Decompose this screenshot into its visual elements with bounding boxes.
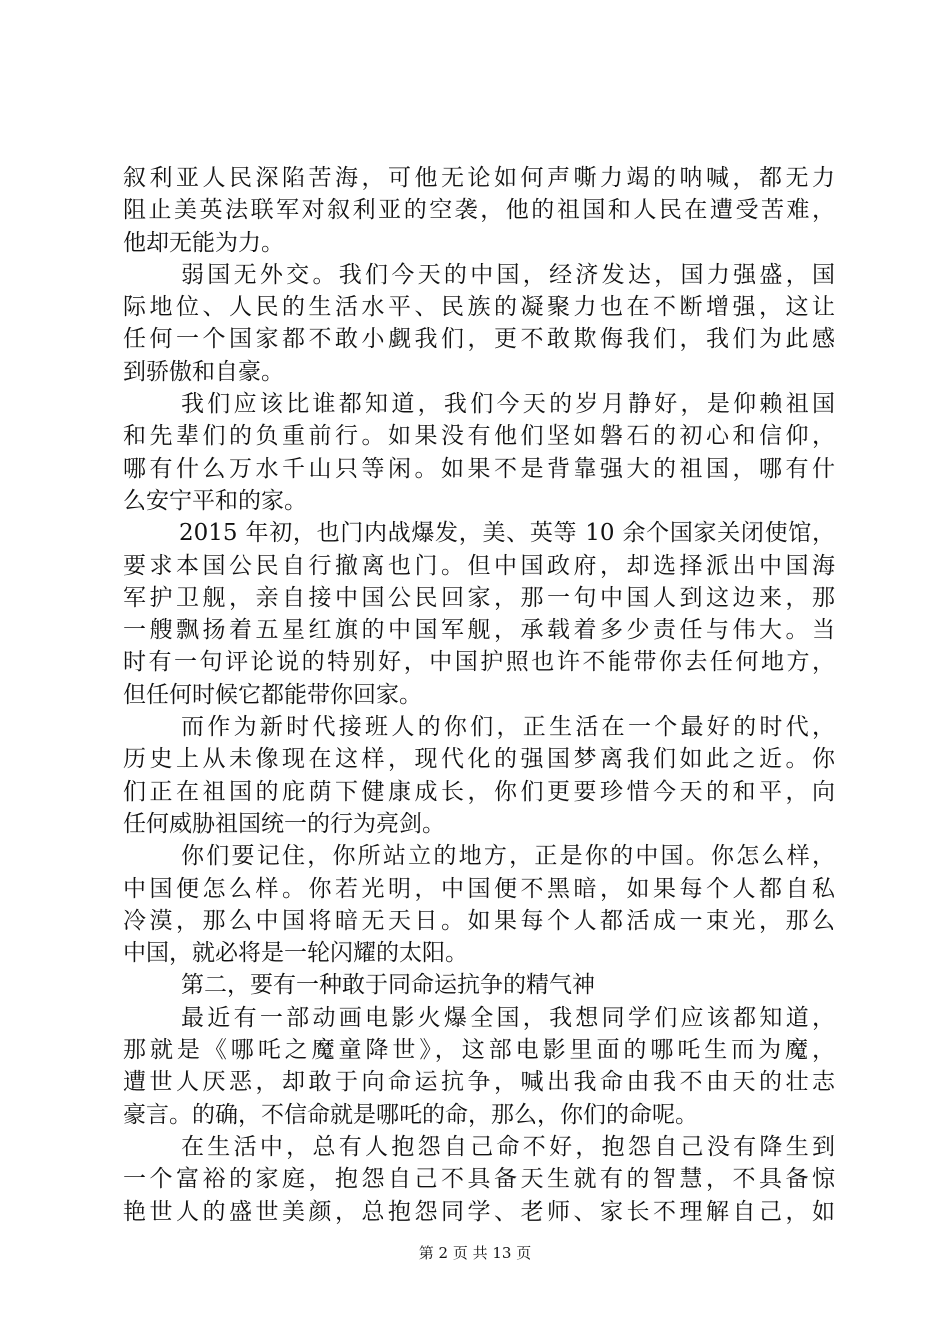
- text-line: 阻止美英法联军对叙利亚的空袭，他的祖国和人民在遭受苦难，: [123, 197, 835, 224]
- text-line: 他却无能为力。: [123, 229, 284, 256]
- text-line: 我们应该比谁都知道，我们今天的岁月静好，是仰赖祖国: [181, 391, 835, 418]
- text-line: 么安宁平和的家。: [123, 487, 307, 514]
- text-line: 2015 年初，也门内战爆发，美、英等 10 余个国家关闭使馆，: [179, 520, 835, 547]
- text-line: 时有一句评论说的特别好，中国护照也许不能带你去任何地方，: [123, 649, 835, 676]
- text-line: 叙利亚人民深陷苦海，可他无论如何声嘶力竭的呐喊，都无力: [123, 165, 835, 191]
- text-line: 任何威胁祖国统一的行为亮剑。: [123, 810, 445, 837]
- text-line: 中国便怎么样。你若光明，中国便不黑暗，如果每个人都自私: [123, 875, 835, 902]
- text-line: 最近有一部动画电影火爆全国，我想同学们应该都知道，: [181, 1004, 835, 1031]
- text-line: 历史上从未像现在这样，现代化的强国梦离我们如此之近。你: [123, 746, 835, 773]
- text-line: 要求本国公民自行撤离也门。但中国政府，却选择派出中国海: [123, 552, 835, 579]
- text-line: 艳世人的盛世美颜，总抱怨同学、老师、家长不理解自己，如: [123, 1198, 835, 1225]
- text-line: 任何一个国家都不敢小觑我们，更不敢欺侮我们，我们为此感: [123, 326, 835, 353]
- text-line: 哪有什么万水千山只等闲。如果不是背靠强大的祖国，哪有什: [123, 455, 835, 482]
- text-line: 豪言。的确，不信命就是哪吒的命，那么，你们的命呢。: [123, 1101, 698, 1128]
- text-line: 和先辈们的负重前行。如果没有他们坚如磐石的初心和信仰，: [123, 423, 835, 450]
- text-line: 一个富裕的家庭，抱怨自己不具备天生就有的智慧，不具备惊: [123, 1166, 835, 1193]
- text-line: 冷漠，那么中国将暗无天日。如果每个人都活成一束光，那么: [123, 907, 835, 934]
- document-body: [123, 162, 835, 1228]
- text-line: 一艘飘扬着五星红旗的中国军舰，承载着多少责任与伟大。当: [123, 617, 835, 644]
- text-line: 第二，要有一种敢于同命运抗争的精气神: [181, 972, 595, 999]
- text-line: 军护卫舰，亲自接中国公民回家，那一句中国人到这边来，那: [123, 584, 835, 611]
- text-line: 际地位、人民的生活水平、民族的凝聚力也在不断增强，这让: [123, 294, 835, 321]
- text-line: 到骄傲和自豪。: [123, 358, 284, 385]
- text-line: 那就是《哪吒之魔童降世》，这部电影里面的哪吒生而为魔，: [123, 1037, 835, 1064]
- text-line: 们正在祖国的庇荫下健康成长，你们更要珍惜今天的和平，向: [123, 778, 835, 805]
- text-line: 但任何时候它都能带你回家。: [123, 681, 422, 708]
- text-line: 弱国无外交。我们今天的中国，经济发达，国力强盛，国: [181, 261, 835, 288]
- text-line: 中国，就必将是一轮闪耀的太阳。: [123, 940, 468, 967]
- text-line: 而作为新时代接班人的你们，正生活在一个最好的时代，: [181, 714, 835, 741]
- text-line: 在生活中，总有人抱怨自己命不好，抱怨自己没有降生到: [181, 1133, 835, 1160]
- text-line: 遭世人厌恶，却敢于向命运抗争，喊出我命由我不由天的壮志: [123, 1069, 835, 1096]
- text-line: 你们要记住，你所站立的地方，正是你的中国。你怎么样，: [181, 843, 835, 870]
- page-number-footer: 第 2 页 共 13 页: [418, 1244, 532, 1262]
